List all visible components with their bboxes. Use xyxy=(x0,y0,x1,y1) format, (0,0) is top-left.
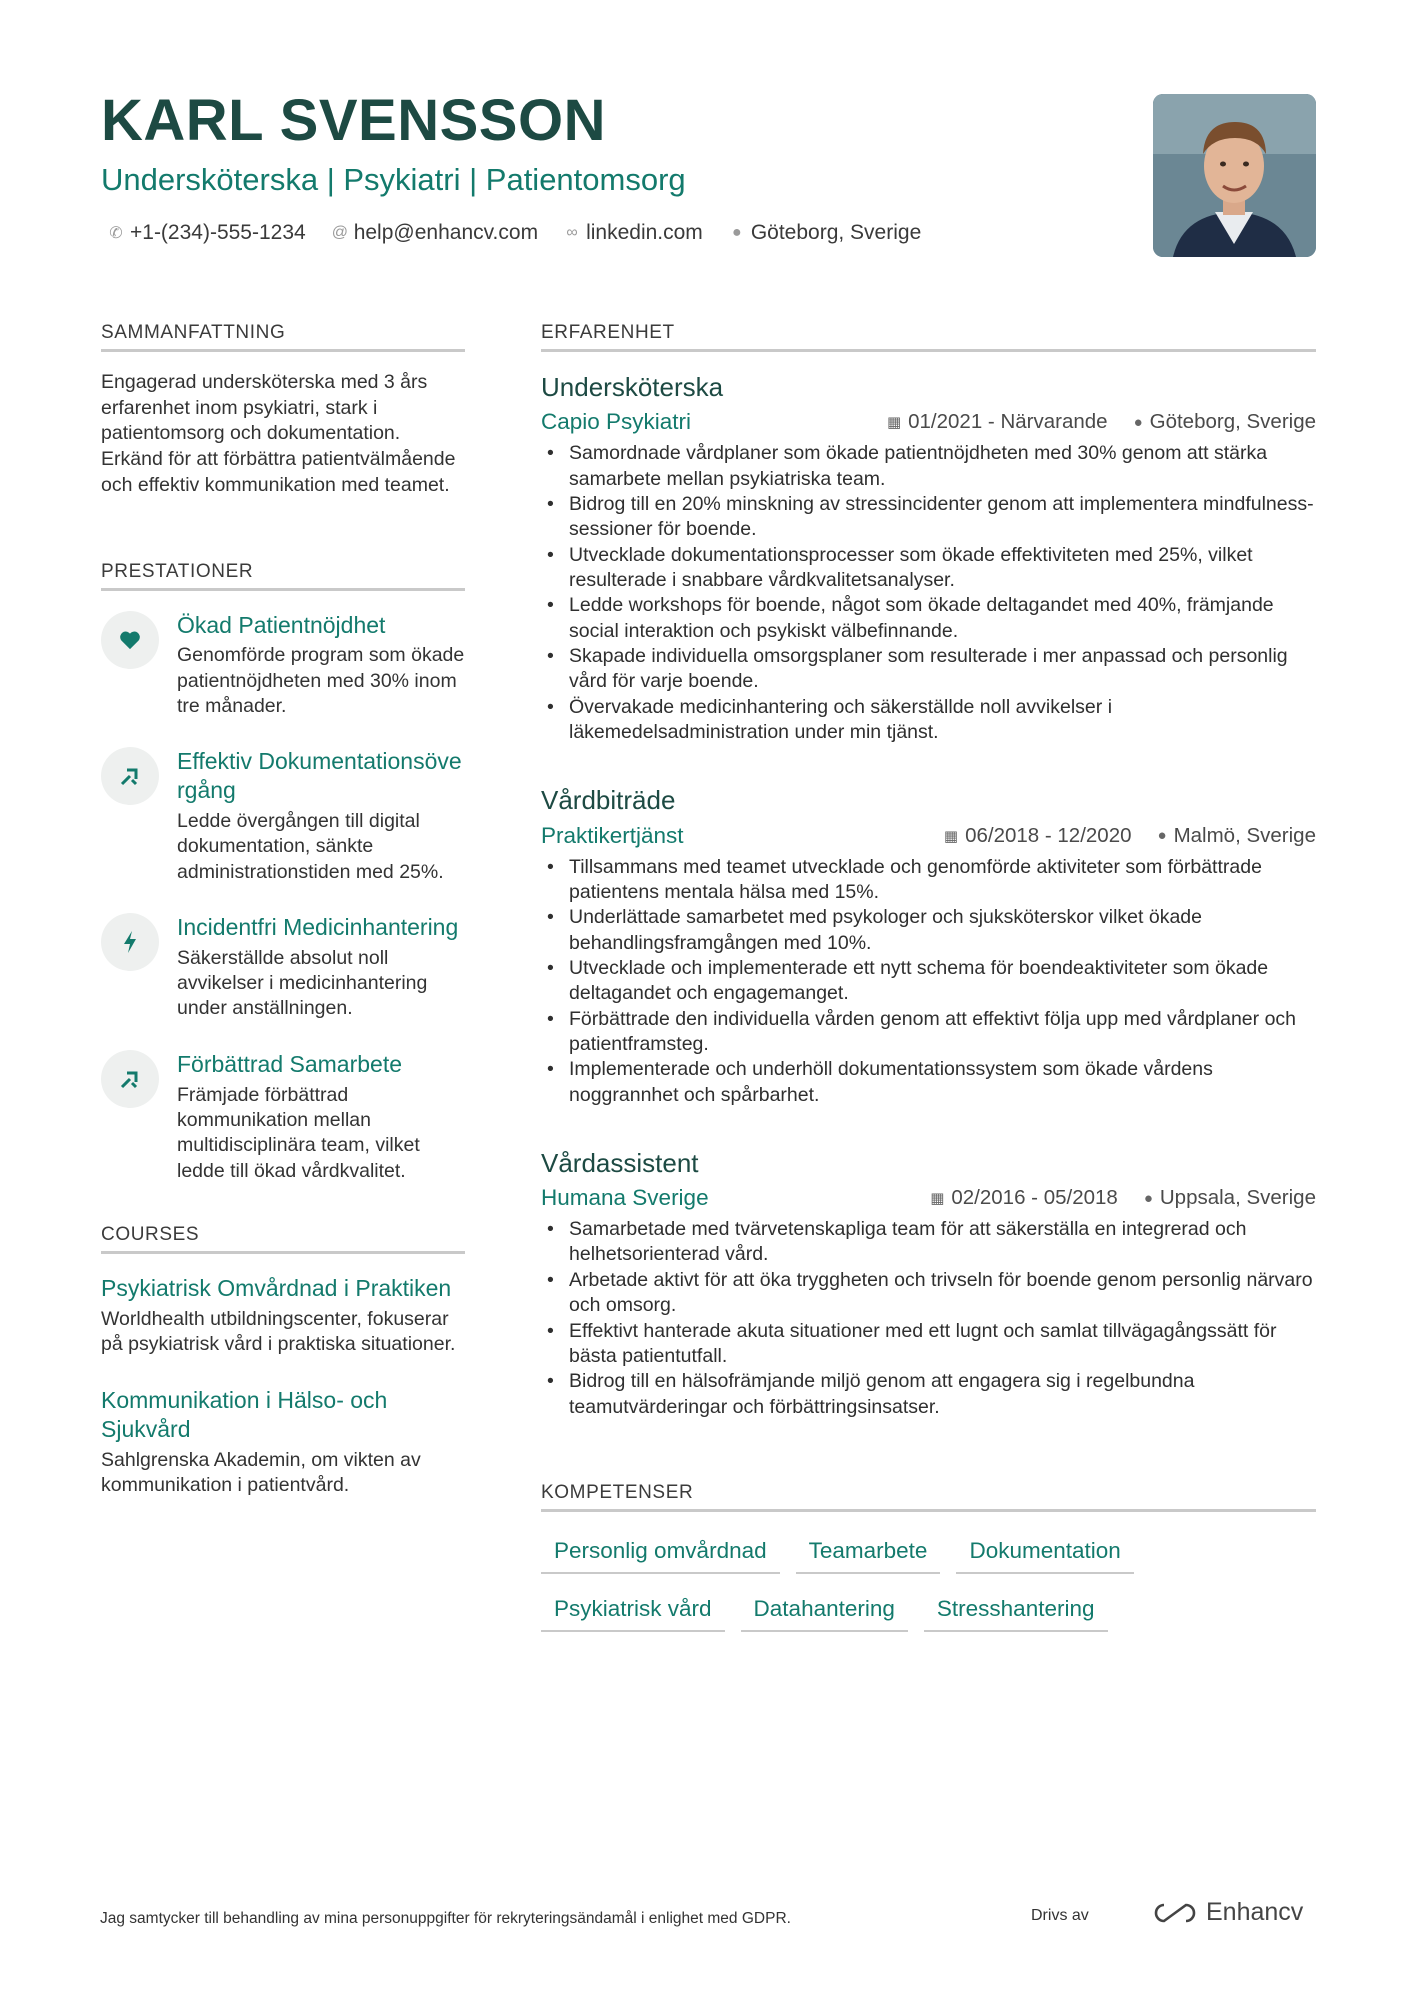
courses-heading: COURSES xyxy=(101,1224,465,1254)
bullet-item: • Utvecklade och implementerade ett nytt schema för boendeaktiviteter som ökade deltagandet och engagemanget. xyxy=(541,956,1316,1007)
enhancv-logo-text: Enhancv xyxy=(1206,1898,1304,1926)
bullet-item: • Utvecklade dokumentationsprocesser som ökade effektiviteten med 25%, vilket resulterade i snabbare vårdkvalitetsanalyser. xyxy=(541,543,1316,594)
bullet-item: • Arbetade aktivt för att öka tryggheten och trivseln för boende genom personlig närvaro och omsorg. xyxy=(541,1268,1316,1319)
course-item xyxy=(101,1274,465,1358)
bullet-item: • Samarbetade med tvärvetenskapliga team för att säkerställa en integrerad och helhetsorienterad vård. xyxy=(541,1217,1316,1268)
bullet-item: • Bidrog till en 20% minskning av stressincidenter genom att implementera mindfulness-sessioner för boende. xyxy=(541,492,1316,543)
bullet-item: • Bidrog till en hälsofrämjande miljö genom att engagera sig i regelbundna teamutvärderingar och förbättringsinsatser. xyxy=(541,1369,1316,1420)
contact-phone[interactable] xyxy=(108,221,306,245)
skills-section xyxy=(541,1482,1316,1632)
job-dates: 01/2021 - Närvarande xyxy=(908,410,1108,434)
course-desc: Sahlgrenska Akademin, om vikten av kommunikation i patientvård. xyxy=(101,1448,421,1497)
bullet-item: • Implementerade och underhöll dokumentationssystem som ökade vårdens noggrannhet och spårbarhet. xyxy=(541,1057,1316,1108)
contact-location-text: Göteborg, Sverige xyxy=(750,221,922,244)
job-entry xyxy=(541,785,1316,1108)
courses-section xyxy=(101,1224,465,1499)
job-entry xyxy=(541,372,1316,745)
phone-icon: ✆ xyxy=(109,225,123,242)
bullet-item: • Underlättade samarbetet med psykologer och sjuksköterskor vilket ökade behandlingsframgången med 10%. xyxy=(541,905,1316,956)
summary-heading: SAMMANFATTNING xyxy=(101,322,465,352)
achievement-title: Incidentfri Medicinhantering xyxy=(177,913,459,940)
bullet-item: • Tillsammans med teamet utvecklade och genomförde aktiviteter som förbättrade patientens mentala hälsa med 15%. xyxy=(541,855,1316,906)
achievement-desc: Genomförde program som ökade patientnöjdheten med 30% inom tre månader. xyxy=(177,644,465,718)
job-title: Vårdbiträde xyxy=(541,785,676,816)
contact-email-text: help@enhancv.com xyxy=(353,221,539,244)
skills-heading: KOMPETENSER xyxy=(541,1482,1316,1512)
achievement-desc: Främjade förbättrad kommunikation mellan multidisciplinära team, vilket ledde till ökad vårdkvalitet. xyxy=(177,1083,420,1182)
right-column xyxy=(541,322,1316,1632)
contact-phone-text: +1-(234)-555-1234 xyxy=(130,221,306,244)
achievement-title: Ökad Patientnöjdhet xyxy=(177,611,386,638)
achievement-item xyxy=(101,747,465,885)
experience-section xyxy=(541,322,1316,1420)
job-dates: 02/2016 - 05/2018 xyxy=(951,1186,1118,1210)
contact-linkedin[interactable] xyxy=(564,221,703,245)
job-company: Humana Sverige xyxy=(541,1185,709,1211)
skill-tag: Psykiatrisk vård xyxy=(541,1592,725,1632)
achievement-desc: Säkerställde absolut noll avvikelser i medicinhantering under anställningen. xyxy=(177,946,428,1020)
bullet-item: • Övervakade medicinhantering och säkerställde noll avvikelser i läkemedelsadministration under min tjänst. xyxy=(541,695,1316,746)
at-icon: @ xyxy=(331,224,348,241)
profile-photo xyxy=(1153,94,1316,257)
job-location: Malmö, Sverige xyxy=(1173,823,1316,847)
course-item xyxy=(101,1386,465,1499)
bullet-item: • Skapade individuella omsorgsplaner som resulterade i mer anpassad och personlig vård för varje boende. xyxy=(541,644,1316,695)
achievement-item xyxy=(101,1050,465,1184)
skill-tag: Dokumentation xyxy=(956,1534,1133,1574)
skill-tag: Teamarbete xyxy=(796,1534,941,1574)
achievement-title: Effektiv Dokumentationsövergång xyxy=(177,748,462,804)
location-icon: ● xyxy=(731,224,742,241)
bolt-icon xyxy=(101,913,159,971)
job-location: Göteborg, Sverige xyxy=(1149,410,1316,434)
profile-photo-graphic xyxy=(1153,94,1316,257)
job-title: Vårdassistent xyxy=(541,1147,699,1178)
course-title: Psykiatrisk Omvårdnad i Praktiken xyxy=(101,1274,452,1301)
link-icon: ∞ xyxy=(566,224,578,241)
contact-linkedin-text: linkedin.com xyxy=(586,221,703,244)
bullet-item: • Ledde workshops för boende, något som ökade deltagandet med 40%, främjande social interaktion och psykiskt välbefinnande. xyxy=(541,593,1316,644)
skills-list xyxy=(541,1534,1201,1632)
skill-tag: Datahantering xyxy=(741,1592,908,1632)
job-bullets xyxy=(541,441,1316,745)
course-title: Kommunikation i Hälso- och Sjukvård xyxy=(101,1387,388,1442)
achievement-title: Förbättrad Samarbete xyxy=(177,1050,403,1077)
gdpr-consent: Jag samtycker till behandling av mina personuppgifter för rekryteringsändamål i enlighet med GDPR. xyxy=(100,1910,791,1927)
transfer-icon xyxy=(101,1050,159,1108)
summary-section xyxy=(101,322,465,499)
calendar-icon: ▦ xyxy=(943,827,959,845)
transfer-icon xyxy=(101,747,159,805)
achievements-section xyxy=(101,561,465,1184)
location-icon: ● xyxy=(1157,827,1167,844)
job-company: Capio Psykiatri xyxy=(541,409,692,435)
bullet-item: • Effektivt hanterade akuta situationer med ett lugnt och samlat tillvägagångssätt för bästa patientutfall. xyxy=(541,1319,1316,1370)
job-dates: 06/2018 - 12/2020 xyxy=(965,823,1132,847)
left-column xyxy=(101,322,465,1527)
contact-location xyxy=(729,221,921,245)
enhancv-logo-icon xyxy=(1152,1901,1198,1925)
calendar-icon: ▦ xyxy=(930,1190,945,1208)
achievements-heading: PRESTATIONER xyxy=(101,561,465,591)
achievement-item xyxy=(101,611,465,720)
contact-row xyxy=(108,221,921,245)
job-location: Uppsala, Sverige xyxy=(1159,1186,1316,1210)
achievement-desc: Ledde övergången till digital dokumentation, sänkte administrationstiden med 25%. xyxy=(177,809,444,883)
skill-tag: Personlig omvårdnad xyxy=(541,1534,780,1574)
candidate-name: KARL SVENSSON xyxy=(101,88,606,153)
bullet-item: • Förbättrade den individuella vården genom att effektivt följa upp med vårdplaner och patientframsteg. xyxy=(541,1007,1316,1058)
location-icon: ● xyxy=(1133,413,1143,431)
experience-heading: ERFARENHET xyxy=(541,322,1316,352)
calendar-icon: ▦ xyxy=(886,414,902,432)
job-bullets xyxy=(541,1217,1316,1420)
enhancv-logo[interactable] xyxy=(1152,1898,1303,1927)
skill-tag: Stresshantering xyxy=(924,1592,1108,1632)
candidate-subtitle: Undersköterska | Psykiatri | Patientomsorg xyxy=(101,162,686,197)
heart-icon xyxy=(101,611,159,669)
job-company: Praktikertjänst xyxy=(541,822,684,848)
location-icon: ● xyxy=(1143,1189,1153,1207)
job-entry xyxy=(541,1148,1316,1420)
job-bullets xyxy=(541,855,1316,1108)
contact-email[interactable] xyxy=(332,221,538,245)
achievement-item xyxy=(101,913,465,1022)
summary-text: Engagerad undersköterska med 3 års erfarenhet inom psykiatri, stark i patientomsorg och dokumentation. Erkänd för att förbättra patientvälmående och effektiv kommunikation med teamet. xyxy=(101,371,456,496)
course-desc: Worldhealth utbildningscenter, fokuserar på psykiatrisk vård i praktiska situationer. xyxy=(101,1307,456,1356)
job-title: Undersköterska xyxy=(541,372,724,402)
bullet-item: • Samordnade vårdplaner som ökade patientnöjdheten med 30% genom att stärka samarbete mellan psykiatriska team. xyxy=(541,441,1316,492)
powered-by-label: Drivs av xyxy=(1031,1907,1089,1924)
